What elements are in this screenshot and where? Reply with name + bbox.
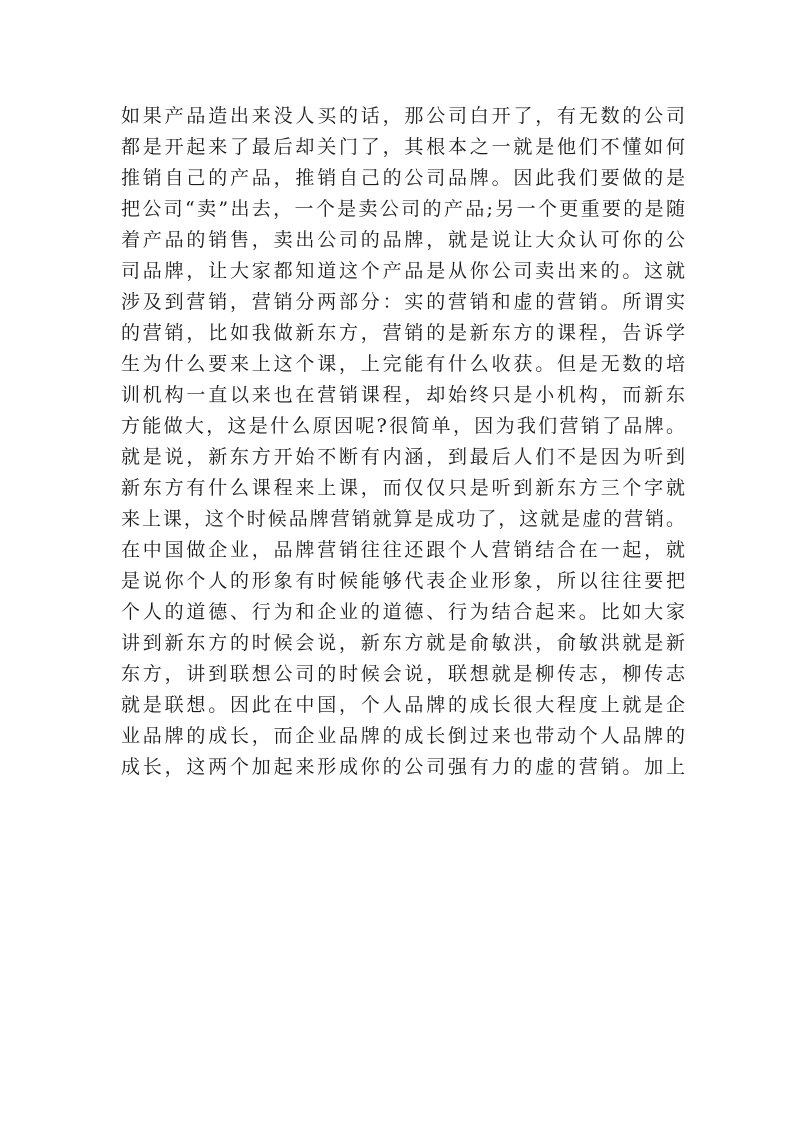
text-line: 如果产品造出来没人买的话，那公司白开了，有无数的公司	[121, 105, 685, 127]
text-line: 东方，讲到联想公司的时候会说，联想就是柳传志，柳传志	[121, 663, 685, 685]
text-line: 的营销，比如我做新东方，营销的是新东方的课程，告诉学	[121, 322, 685, 344]
text-line: 新东方有什么课程来上课，而仅仅只是听到新东方三个字就	[121, 477, 685, 499]
body-paragraph	[121, 101, 685, 783]
text-line: 训机构一直以来也在营销课程，却始终只是小机构，而新东	[121, 384, 685, 406]
text-line: 讲到新东方的时候会说，新东方就是俞敏洪，俞敏洪就是新	[121, 632, 685, 654]
text-line: 在中国做企业，品牌营销往往还跟个人营销结合在一起，就	[121, 539, 685, 561]
text-line: 司品牌，让大家都知道这个产品是从你公司卖出来的。这就	[121, 260, 685, 282]
text-line: 业品牌的成长，而企业品牌的成长倒过来也带动个人品牌的	[121, 725, 685, 747]
text-line: 是说你个人的形象有时候能够代表企业形象，所以往往要把	[121, 570, 685, 592]
text-line: 涉及到营销，营销分两部分：实的营销和虚的营销。所谓实	[121, 291, 685, 313]
text-line: 方能做大，这是什么原因呢?很简单，因为我们营销了品牌。	[121, 415, 685, 437]
text-line: 把公司“卖”出去，一个是卖公司的产品;另一个更重要的是随	[121, 198, 685, 220]
text-line: 推销自己的产品，推销自己的公司品牌。因此我们要做的是	[121, 167, 685, 189]
text-line: 就是联想。因此在中国，个人品牌的成长很大程度上就是企	[121, 694, 685, 716]
text-line: 成长，这两个加起来形成你的公司强有力的虚的营销。加上	[121, 756, 685, 778]
text-line: 都是开起来了最后却关门了，其根本之一就是他们不懂如何	[121, 136, 685, 158]
text-line: 就是说，新东方开始不断有内涵，到最后人们不是因为听到	[121, 446, 685, 468]
text-line: 生为什么要来上这个课，上完能有什么收获。但是无数的培	[121, 353, 685, 375]
text-line: 着产品的销售，卖出公司的品牌，就是说让大众认可你的公	[121, 229, 685, 251]
text-line: 个人的道德、行为和企业的道德、行为结合起来。比如大家	[121, 601, 685, 623]
text-line: 来上课，这个时候品牌营销就算是成功了，这就是虚的营销。	[121, 508, 685, 530]
